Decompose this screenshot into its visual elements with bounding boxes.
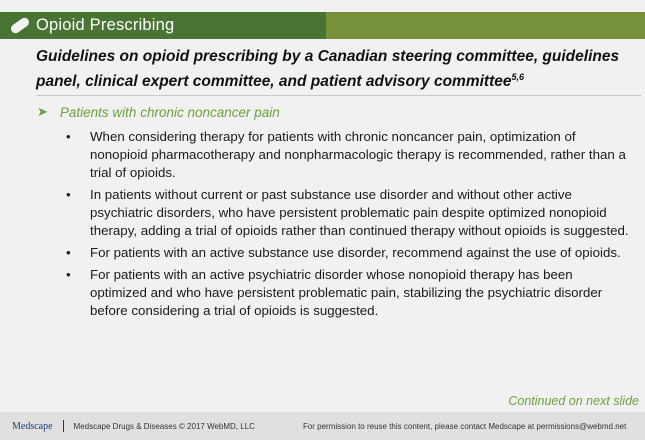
list-item <box>66 186 631 240</box>
bullet-dot-icon: • <box>66 129 71 144</box>
subtitle-refs: 5,6 <box>511 72 524 82</box>
bullet-text: For patients with an active substance use disorder, recommend against the use of opioids. <box>90 245 621 260</box>
divider <box>36 95 641 96</box>
bullet-text: For patients with an active psychiatric disorder whose nonopioid therapy has been optimized and who have persistent problematic pain, stabilizing the psychiatric disorder before considering a trial of opioids is suggested. <box>90 267 603 318</box>
pill-icon <box>9 16 31 35</box>
section-title: Patients with chronic noncancer pain <box>59 104 280 120</box>
bullet-dot-icon: • <box>66 267 71 282</box>
footer-permission: For permission to reuse this content, please contact Medscape at permissions@webmd.net <box>302 421 627 431</box>
arrow-bullet-icon: ➤ <box>37 104 48 119</box>
bullet-text: In patients without current or past substance use disorder and without other active psychiatric disorders, who have persistent problematic pain despite optimized nonopioid therapy, adding a trial of opioids rather than continued therapy without opioids is suggested. <box>90 187 629 238</box>
medscape-logo: Medscape <box>12 420 53 432</box>
continued-note: Continued on next slide <box>508 394 639 408</box>
footer-separator <box>63 420 64 432</box>
slide-header <box>0 12 645 39</box>
header-title-bar <box>0 12 326 39</box>
list-item <box>66 244 631 262</box>
header-accent-bar <box>326 12 645 39</box>
header-title: Opioid Prescribing <box>36 16 175 34</box>
bullet-dot-icon: • <box>66 245 71 260</box>
footer-copyright: Medscape Drugs & Diseases © 2017 WebMD, LLC <box>73 421 255 431</box>
subtitle-text: Guidelines on opioid prescribing by a Canadian steering committee, guidelines panel, clinical expert committee, and patient advisory committee <box>36 48 620 91</box>
footer <box>0 412 645 440</box>
bullet-text: When considering therapy for patients with chronic noncancer pain, optimization of nonopioid pharmacotherapy and nonpharmacologic therapy is recommended, rather than a trial of opioids. <box>90 129 626 180</box>
section-heading <box>37 104 280 120</box>
bullet-list <box>66 128 631 324</box>
list-item <box>66 128 631 182</box>
slide-subtitle <box>36 46 641 92</box>
list-item <box>66 266 631 320</box>
bullet-dot-icon: • <box>66 187 71 202</box>
